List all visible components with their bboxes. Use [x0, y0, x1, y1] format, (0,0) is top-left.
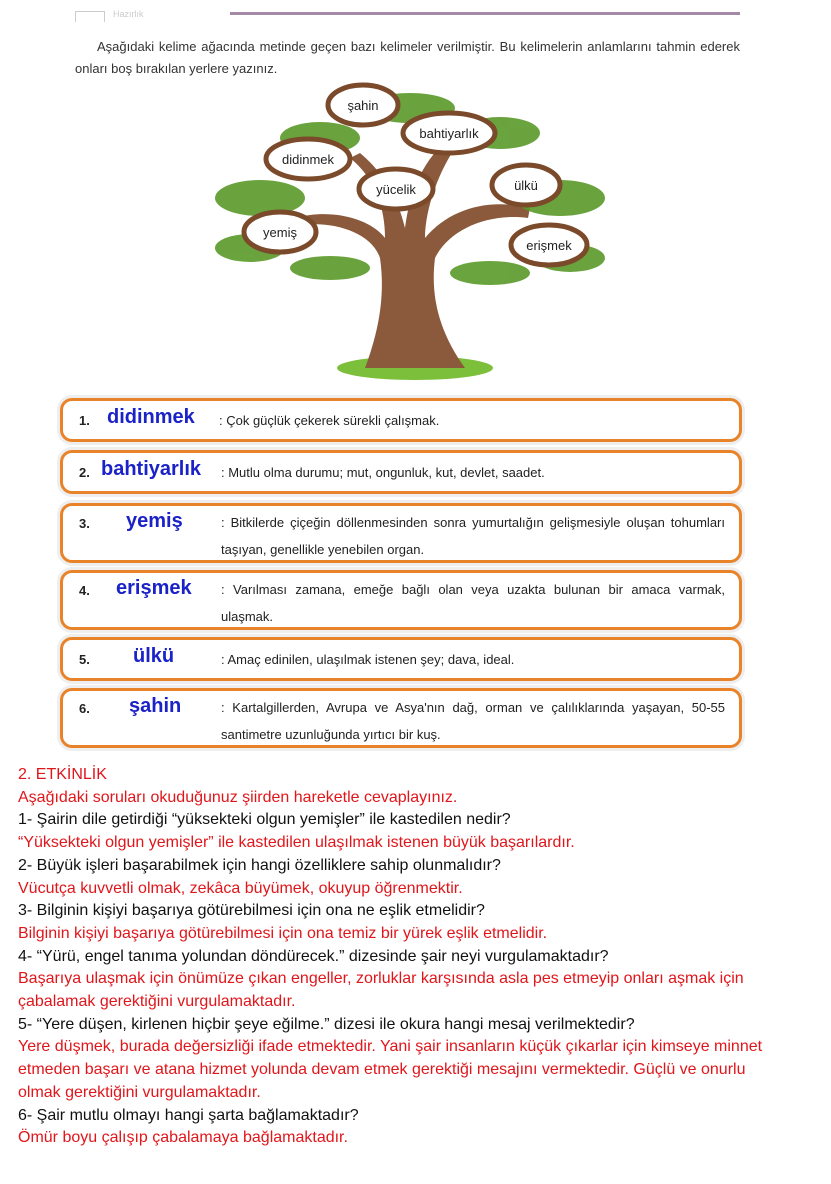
answer-line: Vücutça kuvvetli olmak, zekâca büyümek, okuyup öğrenmektir. [18, 879, 463, 897]
definition-number: 6. [79, 701, 90, 716]
definition-word: yemiş [126, 510, 183, 532]
answer-line: Bilginin kişiyi başarıya götürebilmesi için ona temiz bir yürek eşlik etmelidir. [18, 924, 548, 942]
question-line: 3- Bilginin kişiyi başarıya götürebilmesi için ona ne eşlik etmelidir? [18, 902, 485, 920]
answer-line: çabalamak gerektiğini vurgulamaktadır. [18, 993, 296, 1011]
tree-word-yucelik [359, 169, 433, 209]
svg-text:didinmek: didinmek [281, 152, 335, 167]
tree-word-yemis [244, 212, 316, 252]
answer-line: Başarıya ulaşmak için önümüze çıkan engeller, zorluklar karşısında asla pes etmeyip onları aşmak için [18, 970, 744, 988]
tree-word-sahin [328, 85, 398, 125]
svg-text:yücelik: yücelik [376, 182, 416, 197]
question-line: 5- “Yere düşen, kirlenen hiçbir şeye eğilme.” dizesi ile okura hangi mesaj verilmektedir? [18, 1015, 635, 1033]
definition-box-3 [60, 503, 742, 563]
definition-text: : Kartalgillerden, Avrupa ve Asya'nın dağ, orman ve çalılıklarında yaşayan, 50-55 santimetre uzunluğunda yırtıcı bir kuş. [221, 700, 725, 742]
definition-number: 4. [79, 583, 90, 598]
header-rule [230, 12, 740, 15]
tree-word-ulku [492, 165, 560, 205]
definition-number: 2. [79, 465, 90, 480]
section-tab [75, 11, 105, 22]
definition-text: : Bitkilerde çiçeğin döllenmesinden sonra yumurtalığın gelişmesiyle oluşan tohumları taşıyan, genellikle yenebilen organ. [221, 515, 725, 557]
page-header [75, 8, 740, 20]
definition-box-5 [60, 637, 742, 681]
definition-box-2 [60, 450, 742, 494]
activity-instruction: Aşağıdaki soruları okuduğunuz şiirden hareketle cevaplayınız. [18, 788, 458, 806]
definition-word: erişmek [116, 577, 192, 599]
activity-title: 2. ETKİNLİK [18, 766, 107, 783]
definition-word: şahin [129, 695, 182, 717]
answer-line: etmeden başarı ve atana hizmet yolunda devam etmek gerektiği mesajını vermektedir. Güçlü ve onurlu [18, 1061, 746, 1079]
definition-text: : Çok güçlük çekerek sürekli çalışmak. [219, 413, 440, 428]
question-line: 1- Şairin dile getirdiği “yüksekteki olgun yemişler” ile kastedilen nedir? [18, 811, 511, 829]
question-line: 6- Şair mutlu olmayı hangi şarta bağlamaktadır? [18, 1106, 359, 1124]
tree-word-erismek [511, 225, 587, 265]
definition-text: : Mutlu olma durumu; mut, ongunluk, kut, devlet, saadet. [221, 465, 545, 480]
definition-number: 1. [79, 413, 90, 428]
svg-text:bahtiyarlık: bahtiyarlık [419, 126, 479, 141]
svg-text:yemiş: yemiş [263, 225, 297, 240]
answer-line: “Yüksekteki olgun yemişler” ile kastedilen ulaşılmak istenen büyük başarılardır. [18, 834, 575, 852]
question-line: 4- “Yürü, engel tanıma yolundan döndürecek.” dizesinde şair neyi vurgulamaktadır? [18, 947, 609, 965]
tree-word-didinmek [266, 139, 350, 179]
definition-word: ülkü [133, 645, 175, 667]
tree-word-bahtiyarlik [403, 113, 495, 153]
svg-text:erişmek: erişmek [526, 238, 572, 253]
instruction-paragraph: Aşağıdaki kelime ağacında metinde geçen bazı kelimeler verilmiştir. Bu kelimelerin anlamlarını tahmin ederek onları boş bırakılan yerlere yazınız. [75, 39, 740, 76]
section-label: Hazırlık [113, 9, 144, 19]
svg-text:şahin: şahin [347, 98, 379, 113]
activity-section [18, 764, 828, 1150]
definition-number: 5. [79, 652, 90, 667]
definition-box-6 [60, 688, 742, 748]
definition-text: : Amaç edinilen, ulaşılmak istenen şey; dava, ideal. [221, 652, 515, 667]
question-line: 2- Büyük işleri başarabilmek için hangi özelliklere sahip olunmalıdır? [18, 856, 501, 874]
definition-number: 3. [79, 516, 90, 531]
definition-word: didinmek [107, 406, 195, 428]
svg-text:ülkü: ülkü [514, 178, 538, 193]
answer-line: Ömür boyu çalışıp çabalamaya bağlamaktadır. [18, 1129, 348, 1147]
definition-box-4 [60, 570, 742, 630]
word-tree-illustration [200, 78, 620, 388]
answer-line: Yere düşmek, burada değersizliği ifade etmektedir. Yani şair insanların küçük çıkarlar için kimseye minnet [18, 1038, 763, 1056]
definition-text: : Varılması zamana, emeğe bağlı olan veya uzakta bulunan bir amaca varmak, ulaşmak. [221, 582, 725, 624]
definition-word: bahtiyarlık [101, 458, 202, 480]
definition-box-1 [60, 398, 742, 442]
answer-line: olmak gerektiğini vurgulamaktadır. [18, 1083, 261, 1101]
